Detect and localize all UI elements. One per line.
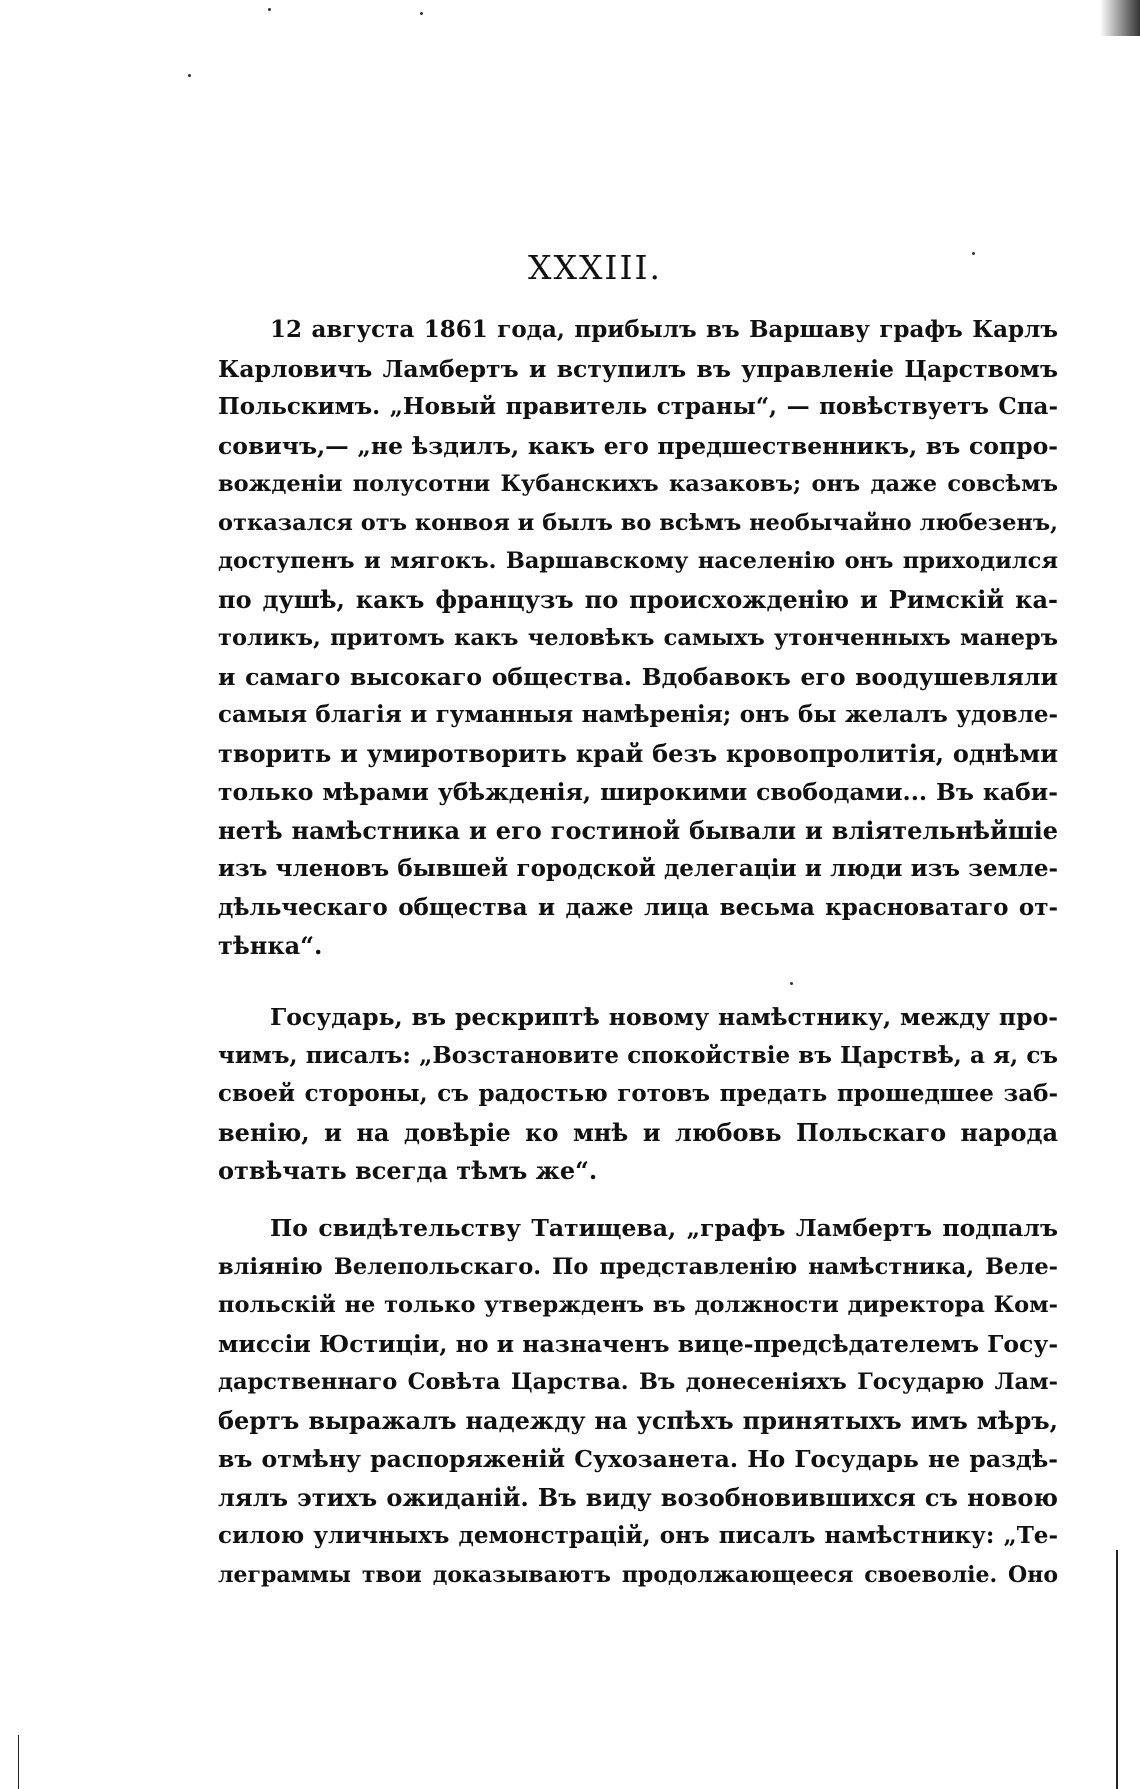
text-line: изъ членовъ бывшей городской делегаціи и люди изъ земле- <box>218 855 1058 882</box>
text-line: венію, и на довѣріе ко мнѣ и любовь Польскаго народа <box>218 1117 1058 1147</box>
text-line: Карловичъ Ламбертъ и вступилъ въ управленіе Царствомъ <box>218 354 1058 383</box>
text-line: дарственнаго Совѣта Царства. Въ донесеніяхъ Государю Лам- <box>218 1369 1058 1395</box>
scan-edge-line <box>18 1735 19 1789</box>
text-line: и самаго высокаго общества. Вдобавокъ его воодушевляли <box>218 662 1058 691</box>
text-line: вожденіи полусотни Кубанскихъ казаковъ; онъ даже совсѣмъ <box>218 471 1058 497</box>
scan-speck <box>268 8 271 11</box>
text-line: миссіи Юстиціи, но и назначенъ вице-предсѣдателемъ Госу- <box>218 1329 1059 1358</box>
paragraph-3 <box>218 1209 1058 1594</box>
text-line: только мѣрами убѣжденія, широкими свободами... Въ каби- <box>218 778 1058 806</box>
text-line: отказался отъ конвоя и былъ во всѣмъ необычайно любезенъ, <box>218 509 1058 536</box>
scan-edge-line <box>1116 1550 1118 1789</box>
scan-speck <box>188 74 191 77</box>
text-line: леграммы твои доказываютъ продолжающееся своеволіе. Оно <box>218 1561 1058 1588</box>
text-line: 12 августа 1861 года, прибылъ въ Варшаву графъ Карлъ <box>270 316 1058 343</box>
text-line: нетѣ намѣстника и его гостиной бывали и вліятельнѣйшіе <box>218 815 1058 845</box>
text-line: силою уличныхъ демонстрацій, онъ писалъ намѣстнику: „Те- <box>218 1522 1058 1549</box>
text-line: лялъ этихъ ожиданій. Въ виду возобновившихся съ новою <box>218 1482 1058 1512</box>
text-line: въ отмѣну распоряженій Сухозанета. Но Государь не раздѣ- <box>218 1445 1058 1473</box>
text-line: тѣнка“. <box>218 931 323 960</box>
text-line: совичъ,— „не ѣздилъ, какъ его предшественникъ, въ сопро- <box>218 431 1058 460</box>
text-line: бертъ выражалъ надежду на успѣхъ принятыхъ имъ мѣръ, <box>218 1405 1058 1435</box>
text-line: вліянію Велепольскаго. По представленію намѣстника, Веле- <box>218 1253 1058 1280</box>
text-line: по душѣ, какъ французъ по происхожденію и Римскій ка- <box>218 584 1058 614</box>
text-line: своей стороны, съ радостью готовъ предать прошедшее заб- <box>218 1080 1058 1107</box>
text-line: отвѣчать всегда тѣмъ же“. <box>218 1156 598 1185</box>
text-line: доступенъ и мягокъ. Варшавскому населенію онъ приходился <box>218 548 1058 574</box>
text-line: польскій не только утвержденъ въ должности директора Ком- <box>218 1292 1058 1318</box>
scan-corner-artifact <box>1100 0 1140 36</box>
text-line: толикъ, притомъ какъ человѣкъ самыхъ утонченныхъ манеръ <box>218 625 1058 651</box>
text-line: творить и умиротворить край безъ кровопролитія, однѣми <box>218 738 1058 768</box>
text-line: Польскимъ. „Новый правитель страны“, — повѣствуетъ Спа- <box>218 393 1058 420</box>
scan-speck <box>420 12 423 15</box>
text-line: По свидѣтельству Татищева, „графъ Ламбертъ подпалъ <box>270 1214 1058 1242</box>
text-line: Государь, въ рескриптѣ новому намѣстнику, между про- <box>270 1003 1058 1031</box>
text-line: самыя благія и гуманныя намѣренія; онъ бы желалъ удовле- <box>218 701 1058 728</box>
scan-speck <box>790 982 793 985</box>
chapter-heading: XXXIII. <box>527 248 663 287</box>
text-line: дѣльческаго общества и даже лица весьма красноватаго от- <box>218 893 1058 921</box>
text-line: чимъ, писалъ: „Возстановите спокойствіе въ Царствѣ, а я, съ <box>218 1041 1058 1069</box>
paragraph-1 <box>218 311 1058 966</box>
paragraph-2 <box>218 998 1058 1191</box>
